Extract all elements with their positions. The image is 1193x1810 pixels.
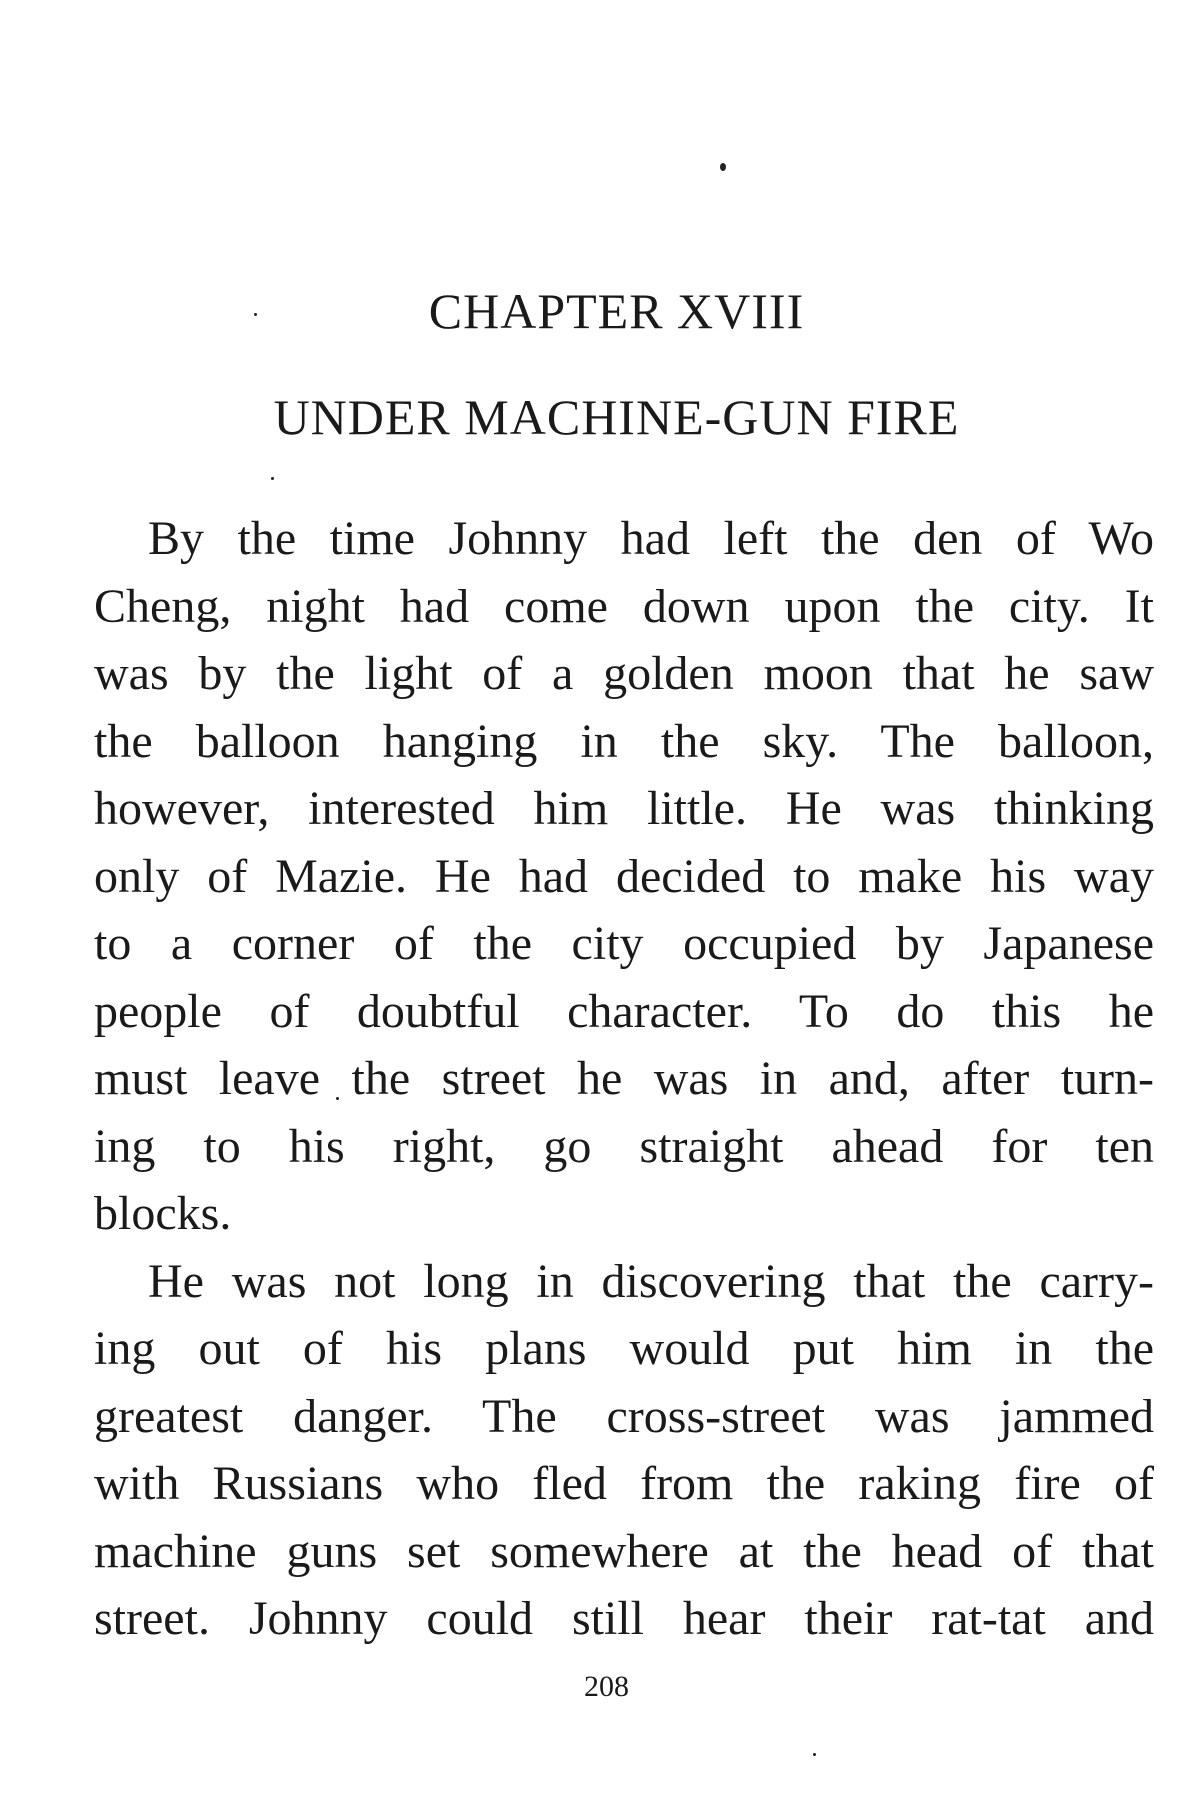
print-speck <box>271 477 274 480</box>
print-speck <box>720 163 726 171</box>
text-line: He was not long in discovering that the carry- <box>148 1254 1154 1308</box>
text-line: ing to his right, go straight ahead for ten <box>94 1119 1154 1173</box>
print-speck <box>813 1753 816 1756</box>
text-line: to a corner of the city occupied by Japanese <box>94 917 1154 970</box>
text-line: must leave the street he was in and, after turn- <box>94 1052 1154 1105</box>
text-line: the balloon hanging in the sky. The balloon, <box>94 714 1154 768</box>
page-number: 208 <box>584 1670 629 1703</box>
text-line: machine guns set somewhere at the head of that <box>94 1524 1154 1578</box>
text-line: people of doubtful character. To do this he <box>94 984 1154 1038</box>
body-text <box>94 505 1154 1653</box>
text-line: By the time Johnny had left the den of Wo <box>148 512 1154 565</box>
text-line: street. Johnny could still hear their rat-tat and <box>94 1592 1154 1645</box>
text-line: however, interested him little. He was thinking <box>94 782 1154 835</box>
chapter-number: CHAPTER XVIII <box>428 283 805 339</box>
chapter-title: UNDER MACHINE-GUN FIRE <box>273 389 960 445</box>
text-line: was by the light of a golden moon that he saw <box>94 647 1154 700</box>
text-line: with Russians who fled from the raking fire of <box>94 1457 1154 1510</box>
text-line: ing out of his plans would put him in the <box>94 1322 1154 1375</box>
text-line: greatest danger. The cross-street was jammed <box>94 1389 1154 1443</box>
text-line: blocks. <box>94 1187 232 1240</box>
paragraph <box>94 1248 1154 1653</box>
text-line: Cheng, night had come down upon the city. It <box>94 579 1154 633</box>
text-line: only of Mazie. He had decided to make his way <box>94 849 1154 903</box>
paragraph <box>94 505 1154 1248</box>
